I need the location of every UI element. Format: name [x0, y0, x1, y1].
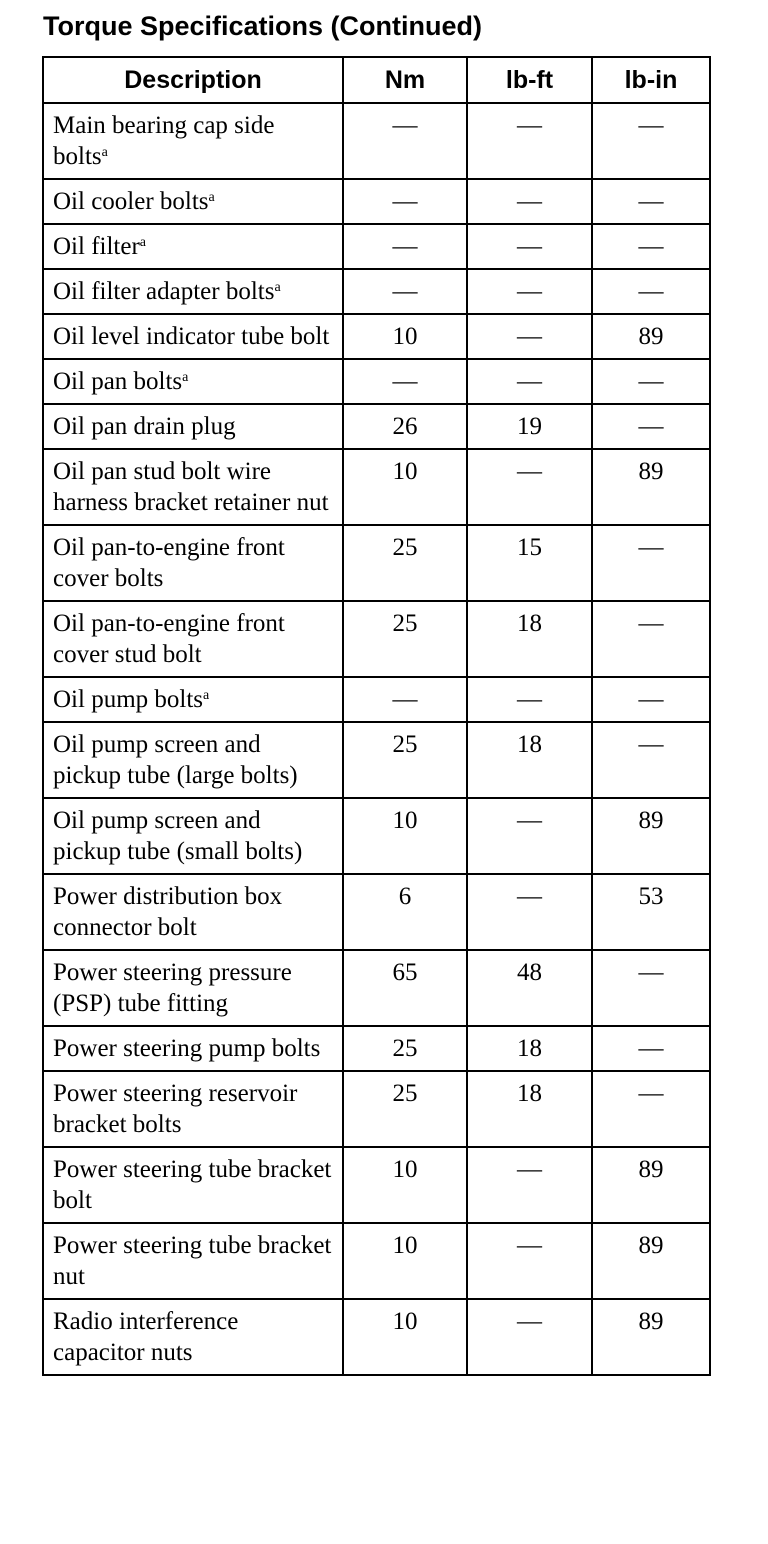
lb-ft-value-cell: 15 [467, 525, 592, 601]
lb-ft-value-cell: — [467, 1299, 592, 1375]
lb-in-value-cell: — [592, 601, 710, 677]
nm-value-cell: — [343, 677, 467, 722]
description-cell [43, 359, 343, 404]
description-text: Power steering tube bracket bolt [53, 1156, 332, 1214]
lb-in-value-cell: — [592, 404, 710, 449]
description-text: Oil pan-to-engine front cover stud bolt [53, 610, 285, 668]
lb-ft-value-cell: — [467, 449, 592, 525]
description-text: Power steering tube bracket nut [53, 1232, 332, 1290]
description-text: Oil level indicator tube bolt [53, 323, 330, 350]
nm-value-cell: — [343, 179, 467, 224]
lb-ft-value-cell: — [467, 314, 592, 359]
nm-value-cell: 6 [343, 874, 467, 950]
lb-ft-value-cell: — [467, 677, 592, 722]
description-cell [43, 1071, 343, 1147]
table-row [43, 224, 710, 269]
nm-value-cell: 25 [343, 525, 467, 601]
description-text: Oil pump screen and pickup tube (large bolts) [53, 731, 298, 789]
table-row [43, 798, 710, 874]
table-row [43, 103, 710, 179]
description-cell [43, 1223, 343, 1299]
description-cell [43, 1147, 343, 1223]
description-cell [43, 103, 343, 179]
description-cell [43, 798, 343, 874]
lb-ft-value-cell: 18 [467, 601, 592, 677]
column-header-lb-ft: lb-ft [467, 57, 592, 103]
nm-value-cell: 10 [343, 449, 467, 525]
nm-value-cell: — [343, 359, 467, 404]
description-cell [43, 404, 343, 449]
table-row [43, 722, 710, 798]
lb-ft-value-cell: 18 [467, 1026, 592, 1071]
lb-in-value-cell: — [592, 179, 710, 224]
description-cell [43, 601, 343, 677]
table-row [43, 601, 710, 677]
description-text: Oil pan stud bolt wire harness bracket retainer nut [53, 458, 329, 516]
lb-ft-value-cell: 18 [467, 722, 592, 798]
description-text: Radio interference capacitor nuts [53, 1308, 239, 1366]
description-cell [43, 314, 343, 359]
table-body [43, 103, 710, 1375]
torque-spec-table [42, 56, 711, 1376]
nm-value-cell: 26 [343, 404, 467, 449]
table-row [43, 179, 710, 224]
lb-in-value-cell: 89 [592, 798, 710, 874]
footnote-marker: a [208, 190, 215, 205]
lb-ft-value-cell: — [467, 1147, 592, 1223]
column-header-lb-in: lb-in [592, 57, 710, 103]
page-title: Torque Specifications (Continued) [43, 11, 483, 41]
table-row [43, 1147, 710, 1223]
description-text: Oil cooler bolts [53, 188, 209, 215]
description-text: Power steering reservoir bracket bolts [53, 1080, 298, 1138]
lb-ft-value-cell: — [467, 874, 592, 950]
nm-value-cell: 25 [343, 722, 467, 798]
nm-value-cell: — [343, 224, 467, 269]
description-cell [43, 1299, 343, 1375]
description-text: Oil pan drain plug [53, 413, 236, 440]
column-header-description: Description [43, 57, 343, 103]
lb-in-value-cell: — [592, 722, 710, 798]
description-text: Oil filter [53, 233, 140, 260]
lb-in-value-cell: — [592, 1071, 710, 1147]
lb-in-value-cell: 89 [592, 314, 710, 359]
table-row [43, 269, 710, 314]
table-row [43, 874, 710, 950]
description-text: Power distribution box connector bolt [53, 883, 283, 941]
table-row [43, 525, 710, 601]
lb-ft-value-cell: — [467, 269, 592, 314]
description-text: Main bearing cap side bolts [53, 112, 275, 170]
table-row [43, 1299, 710, 1375]
nm-value-cell: — [343, 103, 467, 179]
lb-in-value-cell: 89 [592, 1223, 710, 1299]
description-cell [43, 722, 343, 798]
description-cell [43, 179, 343, 224]
lb-in-value-cell: — [592, 677, 710, 722]
nm-value-cell: 10 [343, 1223, 467, 1299]
description-text: Oil filter adapter bolts [53, 278, 275, 305]
table-row [43, 1071, 710, 1147]
footnote-marker: a [203, 688, 210, 703]
lb-in-value-cell: — [592, 269, 710, 314]
lb-ft-value-cell: 19 [467, 404, 592, 449]
nm-value-cell: 65 [343, 950, 467, 1026]
description-cell [43, 269, 343, 314]
table-header-row [43, 57, 710, 103]
nm-value-cell: 25 [343, 1071, 467, 1147]
nm-value-cell: 10 [343, 798, 467, 874]
table-row [43, 950, 710, 1026]
lb-in-value-cell: 53 [592, 874, 710, 950]
lb-ft-value-cell: — [467, 798, 592, 874]
footnote-marker: a [274, 280, 281, 295]
lb-ft-value-cell: — [467, 179, 592, 224]
table-row [43, 404, 710, 449]
lb-in-value-cell: 89 [592, 1147, 710, 1223]
nm-value-cell: 25 [343, 1026, 467, 1071]
description-cell [43, 874, 343, 950]
lb-in-value-cell: — [592, 224, 710, 269]
description-text: Oil pump bolts [53, 686, 204, 713]
footnote-marker: a [182, 370, 189, 385]
lb-in-value-cell: — [592, 1026, 710, 1071]
column-header-nm: Nm [343, 57, 467, 103]
nm-value-cell: 25 [343, 601, 467, 677]
lb-ft-value-cell: 48 [467, 950, 592, 1026]
lb-ft-value-cell: 18 [467, 1071, 592, 1147]
description-text: Power steering pump bolts [53, 1035, 321, 1062]
description-text: Oil pan bolts [53, 368, 183, 395]
table-row [43, 359, 710, 404]
description-cell [43, 525, 343, 601]
lb-in-value-cell: — [592, 950, 710, 1026]
description-cell [43, 449, 343, 525]
description-text: Oil pump screen and pickup tube (small bolts) [53, 807, 303, 865]
footnote-marker: a [101, 145, 108, 160]
lb-ft-value-cell: — [467, 1223, 592, 1299]
nm-value-cell: — [343, 269, 467, 314]
description-cell [43, 224, 343, 269]
description-cell [43, 677, 343, 722]
lb-in-value-cell: — [592, 359, 710, 404]
lb-in-value-cell: 89 [592, 1299, 710, 1375]
description-text: Power steering pressure (PSP) tube fitting [53, 959, 292, 1017]
lb-in-value-cell: — [592, 103, 710, 179]
nm-value-cell: 10 [343, 314, 467, 359]
table-row [43, 449, 710, 525]
table-row [43, 1026, 710, 1071]
description-text: Oil pan-to-engine front cover bolts [53, 534, 285, 592]
table-row [43, 314, 710, 359]
lb-ft-value-cell: — [467, 224, 592, 269]
description-cell [43, 950, 343, 1026]
table-row [43, 1223, 710, 1299]
nm-value-cell: 10 [343, 1147, 467, 1223]
lb-in-value-cell: 89 [592, 449, 710, 525]
lb-ft-value-cell: — [467, 103, 592, 179]
lb-ft-value-cell: — [467, 359, 592, 404]
table-row [43, 677, 710, 722]
nm-value-cell: 10 [343, 1299, 467, 1375]
lb-in-value-cell: — [592, 525, 710, 601]
footnote-marker: a [139, 235, 146, 250]
description-cell [43, 1026, 343, 1071]
